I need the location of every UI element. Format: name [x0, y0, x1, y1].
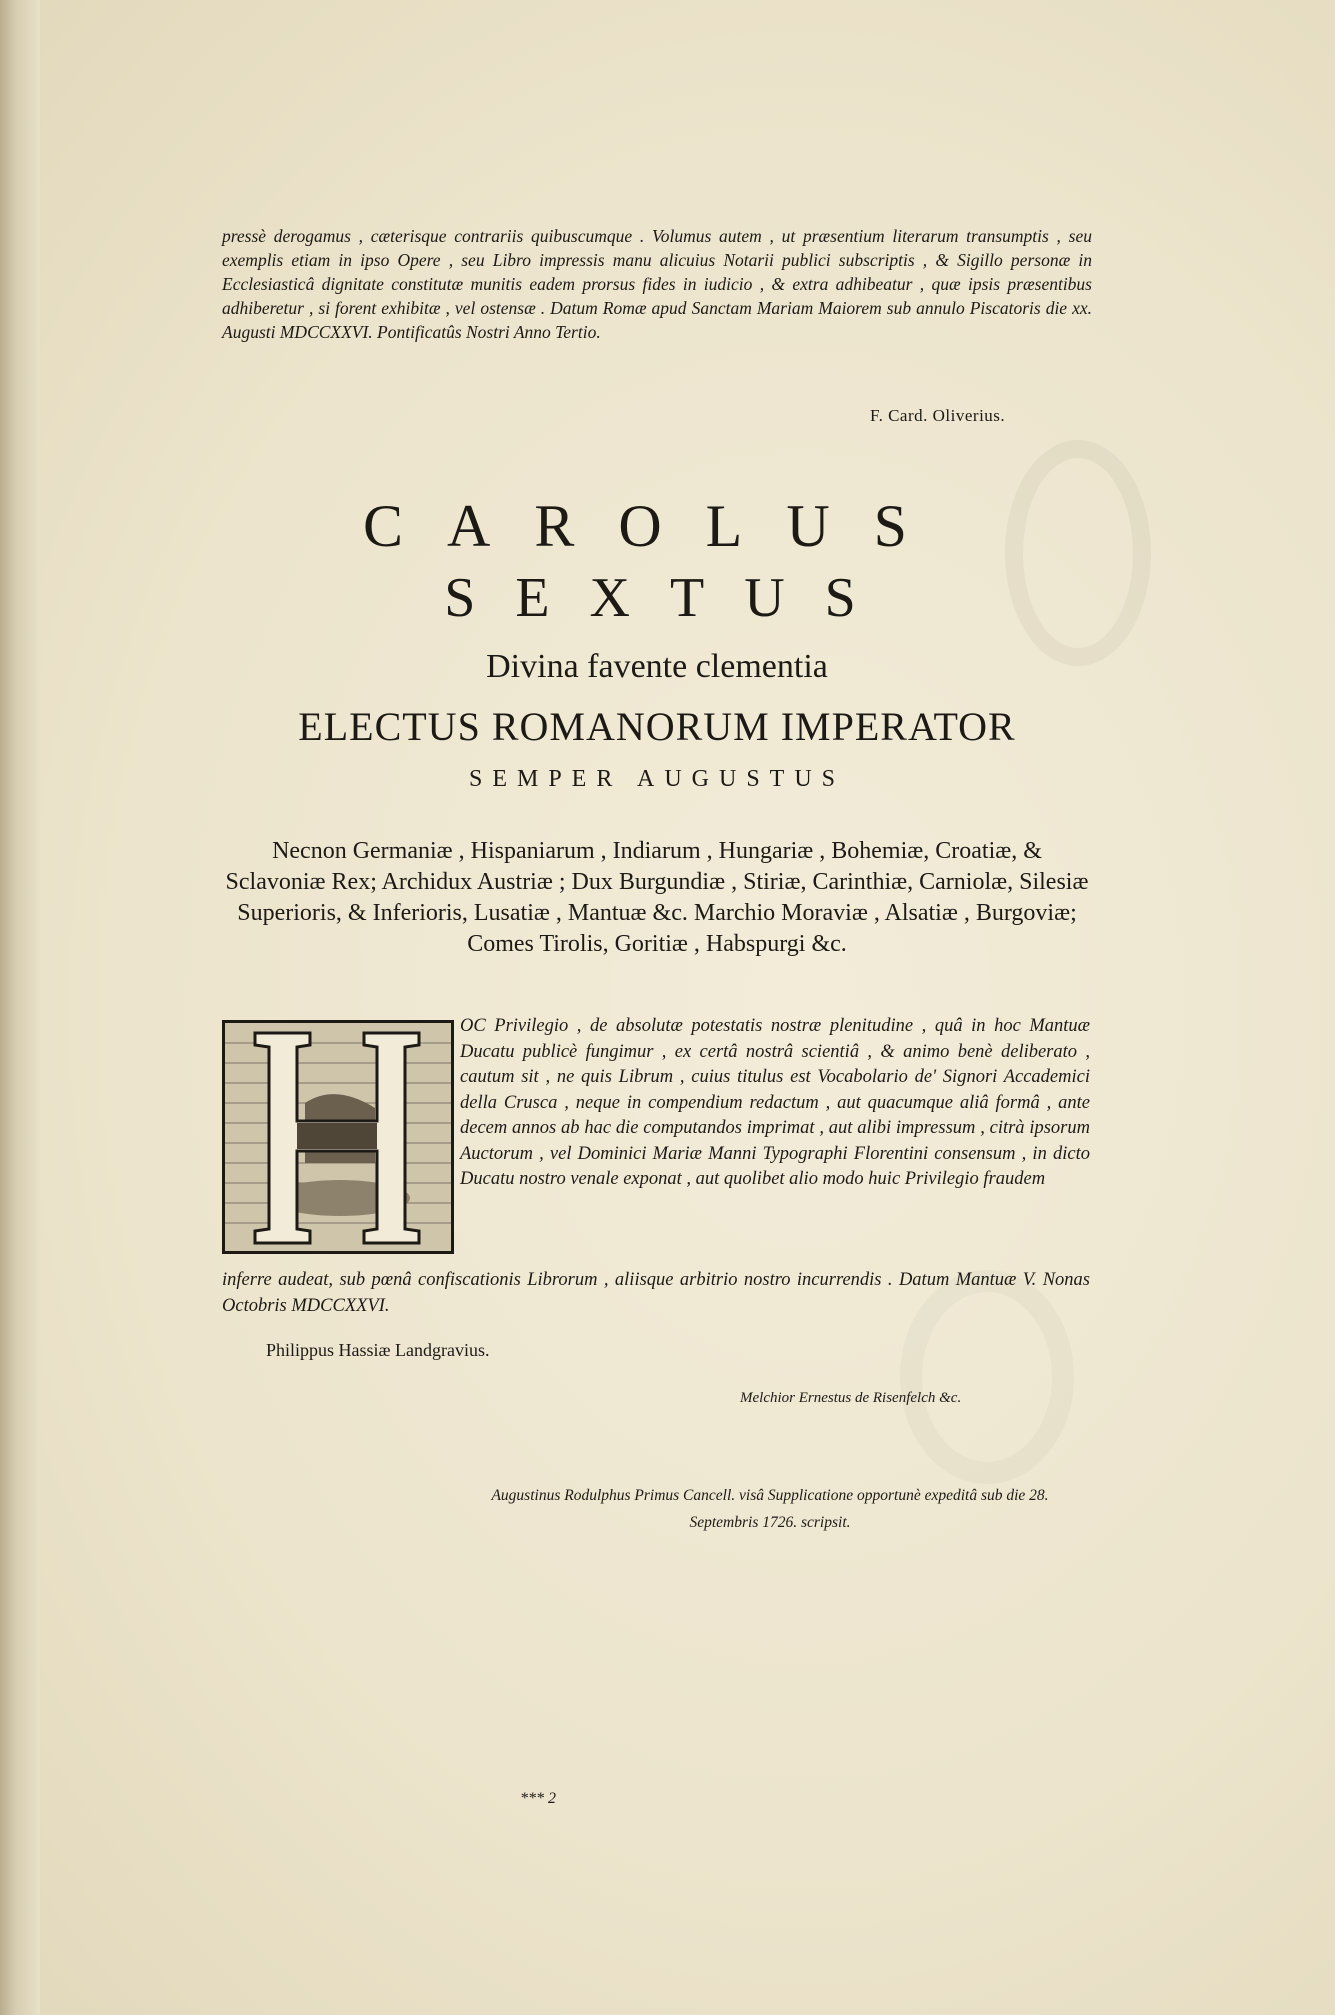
emperor-name-carolus: CAROLUS	[362, 493, 952, 559]
augustinus-note: Augustinus Rodulphus Primus Cancell. visâ Supplicatione opportunè expeditâ sub die 28. Septembris 1726. scripsit.	[491, 1487, 1049, 1531]
page-gutter	[0, 0, 40, 2015]
emperor-titles: Necnon Germaniæ , Hispaniarum , Indiarum , Hungariæ , Bohemiæ, Croatiæ, & Sclavoniæ Rex; Archidux Austriæ ; Dux Burgundiæ , Stiriæ, Carinthiæ, Carniolæ, Silesiæ Superioris, & Inferioris, Lusatiæ , Mantuæ &c. Marchio Moraviæ , Alsatiæ , Burgoviæ; Comes Tirolis, Goritiæ , Habspurgi &c.	[225, 838, 1089, 957]
privilege-body-rest: inferre audeat, sub pœnâ confiscationis Librorum , aliisque arbitrio nostro incurrendis . Datum Mantuæ V. Nonas Octobris MDCCXXVI.	[222, 1270, 1090, 1316]
signature-melchior: Melchior Ernestus de Risenfelch &c.	[740, 1390, 962, 1406]
signature-philippus: Philippus Hassiæ Landgravius.	[266, 1340, 490, 1360]
decorated-initial-h-icon	[222, 1020, 454, 1254]
bull-signature: F. Card. Oliverius.	[870, 406, 1006, 425]
signature-mark: *** 2	[520, 1790, 556, 1807]
bull-paragraph: pressè derogamus , cæterisque contrariis quibuscumque . Volumus autem , ut præsentium literarum transumptis , seu exemplis etiam in ipso Opere , seu Libro impressis manu alicuius Notarii publici subscriptis , & Sigillo personæ in Ecclesiasticâ dignitate constitutæ munitis eadem prorsus fides in iudicio , & extra adhibeatur , quæ ipsis præsentibus adhiberetur , si forent exhibitæ , vel ostensæ . Datum Romæ apud Sanctam Mariam Maiorem sub annulo Piscatoris die xx. Augusti MDCCXXVI. Pontificatûs Nostri Anno Tertio.	[222, 226, 1092, 342]
electus-line: ELECTUS ROMANORUM IMPERATOR	[298, 704, 1016, 749]
divina-line: Divina favente clementia	[486, 648, 828, 685]
privilege-body-first: OC Privilegio , de absolutæ potestatis nostræ plenitudine , quâ in hoc Mantuæ Ducatu publicè fungimur , ex certâ nostrâ scientiâ , & animo benè deliberato , cautum sit , ne quis Librum , cuius titulus est Vocabolario de' Signori Accademici della Crusca , neque in compendium redactum , aut quacumque aliâ formâ , ante decem annos ab hac die computandos imprimat , aut alibi impressum , citrà ipsorum Auctorum , vel Dominici Mariæ Manni Typographi Florentini consensum , in dicto Ducatu nostro venale exponat , aut quolibet alio modo huic Privilegio fraudem	[460, 1016, 1090, 1189]
semper-line: SEMPER AUGUSTUS	[468, 766, 846, 792]
emperor-name-sextus: SEXTUS	[444, 567, 896, 629]
